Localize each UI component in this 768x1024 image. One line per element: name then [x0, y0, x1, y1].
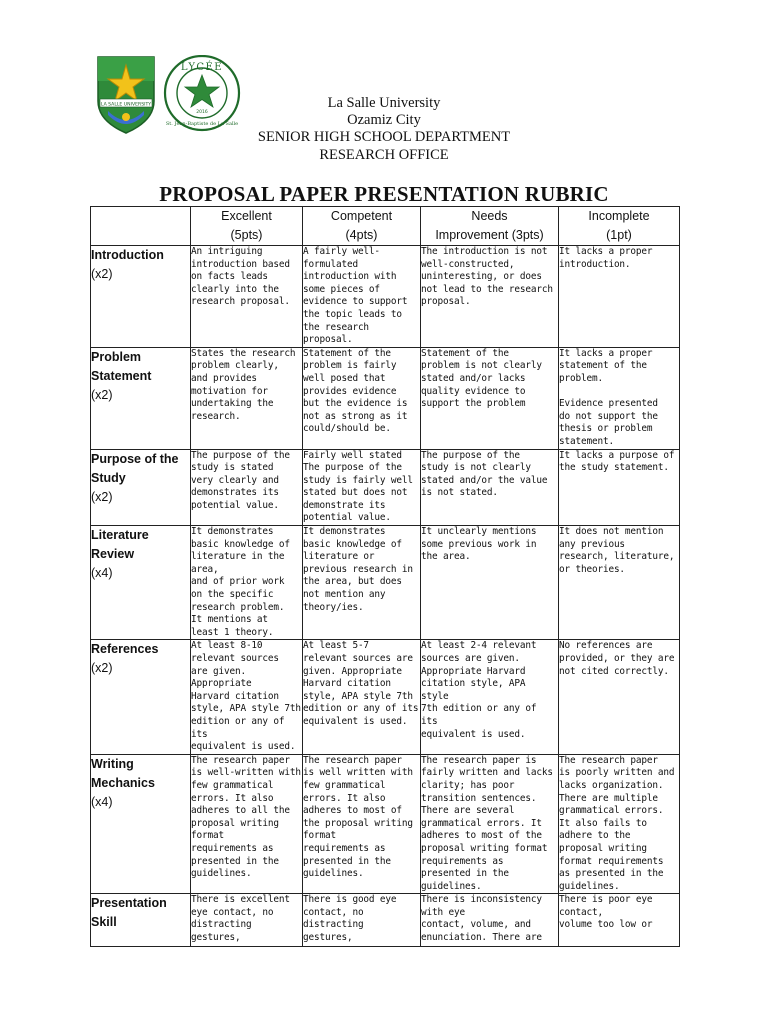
svg-text:LA SALLE UNIVERSITY: LA SALLE UNIVERSITY — [100, 102, 152, 108]
rubric-cell: Fairly well stated The purpose of the study is fairly well stated but does not demonstrate its potential value. — [303, 449, 421, 526]
rubric-cell: There is good eye contact, no distracting gestures, — [303, 894, 421, 947]
criterion-cell: Purpose of the Study (x2) — [91, 449, 191, 526]
rubric-cell: A fairly well- formulated introduction with some pieces of evidence to support the topic leads to the research proposal. — [303, 246, 421, 348]
table-row-problem-statement — [91, 347, 680, 449]
criterion-cell: References (x2) — [91, 640, 191, 754]
rubric-cell: States the research problem clearly, and provides motivation for undertaking the research. — [191, 347, 303, 449]
column-header-incomplete: Incomplete (1pt) — [559, 207, 680, 246]
rubric-cell: No references are provided, or they are not cited correctly. — [559, 640, 680, 754]
header-city: Ozamiz City — [347, 112, 421, 128]
rubric-cell: It unclearly mentions some previous work in the area. — [421, 526, 559, 640]
header-university: La Salle University — [327, 95, 441, 111]
table-row-references — [91, 640, 680, 754]
column-header-excellent: Excellent (5pts) — [191, 207, 303, 246]
header-office: RESEARCH OFFICE — [319, 147, 449, 163]
rubric-cell: It lacks a purpose of the study statement. — [559, 449, 680, 526]
criterion-cell: Problem Statement (x2) — [91, 347, 191, 449]
rubric-cell: It demonstrates basic knowledge of literature in the area, and of prior work on the specific research problem. It mentions at least 1 theory. — [191, 526, 303, 640]
rubric-cell: The research paper is well written with few grammatical errors. It also adheres to most of the proposal writing format requirements as presented in the guidelines. — [303, 754, 421, 894]
rubric-cell: At least 5-7 relevant sources are given. Appropriate Harvard citation style, APA style 7th edition or any of its equivalent is used. — [303, 640, 421, 754]
criterion-cell: Writing Mechanics (x4) — [91, 754, 191, 894]
rubric-cell: An intriguing introduction based on facts leads clearly into the research proposal. — [191, 246, 303, 348]
rubric-cell: At least 8-10 relevant sources are given. Appropriate Harvard citation style, APA style 7th edition or any of its equivalent is used. — [191, 640, 303, 754]
rubric-cell: At least 2-4 relevant sources are given. Appropriate Harvard citation style, APA style 7th edition or any of its equivalent is used. — [421, 640, 559, 754]
rubric-cell: The purpose of the study is not clearly stated and/or the value is not stated. — [421, 449, 559, 526]
rubric-cell: The purpose of the study is stated very clearly and demonstrates its potential value. — [191, 449, 303, 526]
table-row-presentation-skill — [91, 894, 680, 947]
rubric-cell: It demonstrates basic knowledge of literature or previous research in the area, but does not mention any theory/ies. — [303, 526, 421, 640]
table-row-literature-review — [91, 526, 680, 640]
header-department: SENIOR HIGH SCHOOL DEPARTMENT — [257, 129, 511, 145]
rubric-cell: The research paper is well-written with few grammatical errors. It also adheres to all the proposal writing format requirements as presented in the guidelines. — [191, 754, 303, 894]
criterion-cell: Literature Review (x4) — [91, 526, 191, 640]
rubric-cell: There is poor eye contact, volume too low or — [559, 894, 680, 947]
rubric-cell: The research paper is poorly written and lacks organization. There are multiple grammatical errors. It also fails to adhere to the proposal writing format requirements as presented in the guidelines. — [559, 754, 680, 894]
rubric-table — [90, 206, 680, 947]
svg-text:LYCÉE: LYCÉE — [180, 62, 224, 73]
criterion-cell: Presentation Skill — [91, 894, 191, 947]
column-header-competent: Competent (4pts) — [303, 207, 421, 246]
rubric-cell: The introduction is not well-constructed, uninteresting, or does not lead to the research proposal. — [421, 246, 559, 348]
rubric-cell: The research paper is fairly written and lacks clarity; has poor transition sentences. There are several grammatical errors. It adheres to most of the proposal writing format requirements as presented in the guidelines. — [421, 754, 559, 894]
header-empty-cell — [91, 207, 191, 246]
rubric-cell: It lacks a proper statement of the problem. Evidence presented do not support the thesis or problem statement. — [559, 347, 680, 449]
criterion-cell: Introduction (x2) — [91, 246, 191, 348]
table-row-introduction — [91, 246, 680, 348]
rubric-cell: It does not mention any previous research, literature, or theories. — [559, 526, 680, 640]
table-row-purpose-of-study — [91, 449, 680, 526]
rubric-cell: Statement of the problem is not clearly stated and/or lacks quality evidence to support the problem — [421, 347, 559, 449]
rubric-cell: It lacks a proper introduction. — [559, 246, 680, 348]
svg-text:2016: 2016 — [196, 110, 208, 115]
rubric-cell: Statement of the problem is fairly well posed that provides evidence but the evidence is not as strong as it could/should be. — [303, 347, 421, 449]
svg-text:St. Jean-Baptiste de La Salle: St. Jean-Baptiste de La Salle — [165, 121, 239, 127]
table-row-writing-mechanics — [91, 754, 680, 894]
rubric-cell: There is excellent eye contact, no distracting gestures, — [191, 894, 303, 947]
page-title: PROPOSAL PAPER PRESENTATION RUBRIC — [159, 182, 609, 206]
column-header-needs-improvement: Needs Improvement (3pts) — [421, 207, 559, 246]
rubric-cell: There is inconsistency with eye contact, volume, and enunciation. There are — [421, 894, 559, 947]
